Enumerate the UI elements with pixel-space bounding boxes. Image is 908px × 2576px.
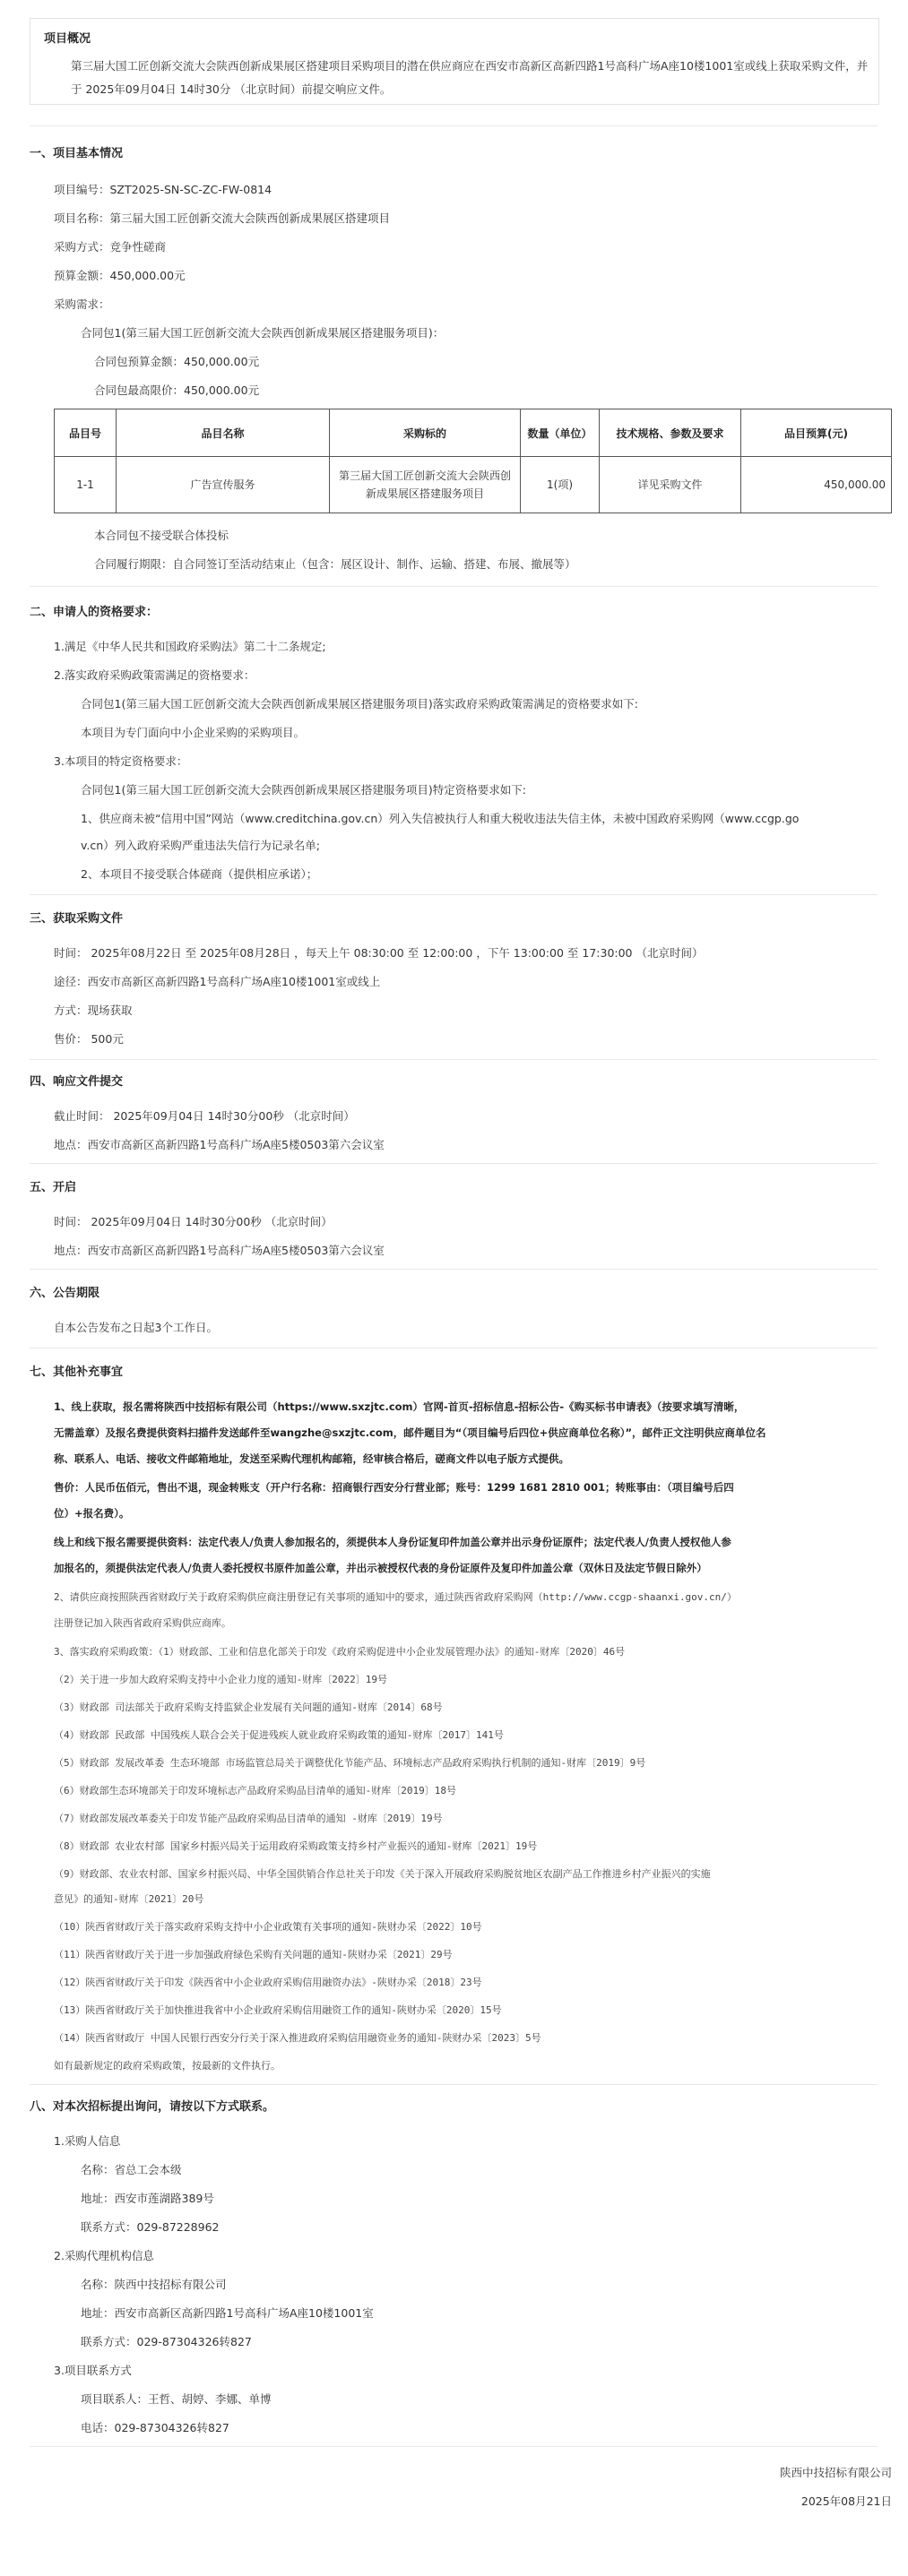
obtain-place: 途径：西安市高新区高新四路1号高科广场A座10楼1001室或线上 [54,975,381,988]
section-7-heading: 七、其他补充事宜 [30,1366,124,1379]
no-union-note: 本合同包不接受联合体投标 [94,529,229,542]
budget-amount: 预算金额：450,000.00元 [54,269,186,282]
footer-organization: 陕西中技招标有限公司 [779,2466,892,2479]
contract-package: 合同包1(第三届大国工匠创新交流大会陕西创新成果展区搭建服务项目)： [81,326,445,340]
project-contact-phone: 电话：029-87304326转827 [81,2421,229,2434]
section-4-heading: 四、响应文件提交 [30,1075,124,1089]
policy-11: （11）陕西省财政厅关于进一步加强政府绿色采购有关问题的通知-陕财办采〔2021〕29号 [54,1949,453,1960]
agency-phone: 联系方式：029-87304326转827 [81,2335,252,2348]
online-purchase-a: 1、线上获取，报名需将陕西中技招标有限公司（https://www.sxzjtc.com）官网-首页-招标信息-招标公告-《购买标书申请表》（按要求填写清晰， [54,1400,745,1413]
col-header-quantity: 数量（单位） [521,409,600,457]
purchaser-info-title: 1.采购人信息 [54,2134,121,2148]
policy-2: （2）关于进一步加大政府采购支持中小企业力度的通知-财库〔2022〕19号 [54,1674,387,1685]
policy-14: （14）陕西省财政厅 中国人民银行西安分行关于深入推进政府采购信用融资业务的通知-陕财办采〔2023〕5号 [54,2032,541,2044]
procurement-items-table [54,409,892,513]
divider [30,1163,878,1164]
cell-spec: 详见采购文件 [600,457,741,513]
overview-title: 项目概况 [44,32,91,46]
cell-quantity: 1(项) [521,457,600,513]
table-row [55,457,892,513]
section-3-heading: 三、获取采购文件 [30,912,124,926]
agency-info-title: 2.采购代理机构信息 [54,2249,154,2262]
divider [30,586,878,587]
requirement-3: 3.本项目的特定资格要求： [54,754,188,768]
cell-target: 第三届大国工匠创新交流大会陕西创新成果展区搭建服务项目 [330,457,521,513]
divider [30,1059,878,1060]
requirement-3-credit-b: v.cn）列入政府采购严重违法失信行为记录名单; [81,839,320,852]
section-1-heading: 一、项目基本情况 [30,147,124,160]
policy-5: （5）财政部 发展改革委 生态环境部 市场监管总局关于调整优化节能产品、环境标志产品政府采购执行机制的通知-财库〔2019〕9号 [54,1757,646,1769]
purchaser-phone: 联系方式：029-87228962 [81,2220,220,2234]
purchaser-name: 名称：省总工会本级 [81,2163,182,2176]
supplier-registration-a: 2、请供应商按照陕西省财政厅关于政府采购供应商注册登记有关事项的通知中的要求，通过陕西省政府采购网（http://www.ccgp-shaanxi.gov.cn/） [54,1591,737,1603]
policy-3: （3）财政部 司法部关于政府采购支持监狱企业发展有关问题的通知-财库〔2014〕68号 [54,1702,443,1713]
col-header-target: 采购标的 [330,409,521,457]
registration-docs-b: 加报名的，须提供法定代表人/负责人委托授权书原件加盖公章，并出示被授权代表的身份证原件及复印件加盖公章（双休日及法定节假日除外） [54,1562,707,1574]
cell-item-no: 1-1 [55,457,117,513]
policy-9-a: （9）财政部、农业农村部、国家乡村振兴局、中华全国供销合作总社关于印发《关于深入开展政府采购脱贫地区农副产品工作推进乡村产业振兴的实施 [54,1868,711,1880]
col-header-spec: 技术规格、参数及要求 [600,409,741,457]
project-number: 项目编号：SZT2025-SN-SC-ZC-FW-0814 [54,183,272,196]
requirement-3-detail: 合同包1(第三届大国工匠创新交流大会陕西创新成果展区搭建服务项目)特定资格要求如下: [81,783,526,797]
requirement-3-no-union: 2、本项目不接受联合体磋商（提供相应承诺）； [81,867,318,881]
notice-period: 自本公告发布之日起3个工作日。 [54,1321,218,1334]
procurement-method: 采购方式：竞争性磋商 [54,240,167,254]
policy-13: （13）陕西省财政厅关于加快推进我省中小企业政府采购信用融资工作的通知-陕财办采〔2020〕15号 [54,2004,502,2016]
col-header-item-budget: 品目预算(元) [741,409,892,457]
overview-box [30,18,879,105]
col-header-item-name: 品目名称 [117,409,330,457]
document-price: 售价： 500元 [54,1032,124,1046]
policy-10: （10）陕西省财政厅关于落实政府采购支持中小企业政策有关事项的通知-陕财办采〔2022〕10号 [54,1921,482,1933]
payment-b: 位）+报名费）。 [54,1507,130,1520]
policy-4: （4）财政部 民政部 中国残疾人联合会关于促进残疾人就业政府采购政策的通知-财库〔2017〕141号 [54,1729,504,1741]
submit-place: 地点：西安市高新区高新四路1号高科广场A座5楼0503第六会议室 [54,1138,385,1151]
project-name: 项目名称：第三届大国工匠创新交流大会陕西创新成果展区搭建项目 [54,211,391,225]
purchaser-address: 地址：西安市莲湖路389号 [81,2192,214,2205]
policy-12: （12）陕西省财政厅关于印发《陕西省中小企业政府采购信用融资办法》-陕财办采〔2018〕23号 [54,1977,482,1988]
divider [30,2446,878,2447]
section-2-heading: 二、申请人的资格要求： [30,606,159,619]
procurement-demand: 采购需求： [54,297,110,311]
registration-docs-a: 线上和线下报名需要提供资料：法定代表人/负责人参加报名的，须提供本人身份证复印件加盖公章并出示身份证原件；法定代表人/负责人授权他人参 [54,1536,731,1548]
project-contact-title: 3.项目联系方式 [54,2364,132,2377]
submit-deadline: 截止时间： 2025年09月04日 14时30分00秒 （北京时间） [54,1109,355,1123]
package-budget: 合同包预算金额：450,000.00元 [94,355,260,368]
divider [30,1269,878,1270]
policy-6: （6）财政部生态环境部关于印发环境标志产品政府采购品目清单的通知-财库〔2019〕18号 [54,1785,456,1796]
online-purchase-b: 无需盖章）及报名费提供资料扫描件发送邮件至wangzhe@sxzjtc.com，邮件题目为“（项目编号后四位+供应商单位名称）”，邮件正文注明供应商单位名 [54,1426,766,1439]
cell-item-budget: 450,000.00 [741,457,892,513]
obtain-time: 时间： 2025年08月22日 至 2025年08月28日 ，每天上午 08:30:00 至 12:00:00 ，下午 13:00:00 至 17:30:00 （北京时间） [54,946,704,960]
divider [30,125,878,126]
requirement-1: 1.满足《中华人民共和国政府采购法》第二十二条规定; [54,640,326,653]
supplier-registration-b: 注册登记加入陕西省政府采购供应商库。 [54,1617,231,1629]
opening-place: 地点：西安市高新区高新四路1号高科广场A座5楼0503第六会议室 [54,1244,385,1257]
agency-name: 名称：陕西中技招标有限公司 [81,2278,227,2291]
payment-a: 售价：人民币伍佰元，售出不退，现金转账支（开户行名称：招商银行西安分行营业部；账号：1299 1681 2810 001；转账事由：（项目编号后四 [54,1481,734,1494]
obtain-way: 方式：现场获取 [54,1004,133,1017]
requirement-2-detail: 合同包1(第三届大国工匠创新交流大会陕西创新成果展区搭建服务项目)落实政府采购政策需满足的资格要求如下: [81,697,638,711]
col-header-item-no: 品目号 [55,409,117,457]
policy-9-b: 意见》的通知-财库〔2021〕20号 [54,1893,204,1905]
requirement-3-credit-a: 1、供应商未被“信用中国”网站（www.creditchina.gov.cn）列入失信被执行人和重大税收违法失信主体，未被中国政府采购网（www.ccgp.go [81,812,800,825]
policy-tail: 如有最新规定的政府采购政策，按最新的文件执行。 [54,2060,281,2072]
divider [30,2084,878,2085]
agency-address: 地址：西安市高新区高新四路1号高科广场A座10楼1001室 [81,2306,374,2320]
section-6-heading: 六、公告期限 [30,1287,100,1300]
section-8-heading: 八、对本次招标提出询问，请按以下方式联系。 [30,2100,275,2114]
policy-8: （8）财政部 农业农村部 国家乡村振兴局关于运用政府采购政策支持乡村产业振兴的通知-财库〔2021〕19号 [54,1840,538,1852]
table-header-row [55,409,892,457]
cell-item-name: 广告宣传服务 [117,457,330,513]
requirement-2: 2.落实政府采购政策需满足的资格要求： [54,668,255,682]
divider [30,894,878,895]
section-5-heading: 五、开启 [30,1181,77,1194]
contract-period: 合同履行期限：自合同签订至活动结束止（包含：展区设计、制作、运输、搭建、布展、撤展等） [94,557,576,571]
project-contacts: 项目联系人：王哲、胡婷、李娜、单博 [81,2392,272,2406]
policy-7: （7）财政部发展改革委关于印发节能产品政府采购品目清单的通知 -财库〔2019〕19号 [54,1813,443,1824]
opening-time: 时间： 2025年09月04日 14时30分00秒 （北京时间） [54,1215,333,1228]
policy-1: 3、落实政府采购政策：（1）财政部、工业和信息化部关于印发《政府采购促进中小企业发展管理办法》的通知-财库〔2020〕46号 [54,1646,626,1658]
footer-date: 2025年08月21日 [800,2494,892,2508]
package-max-price: 合同包最高限价：450,000.00元 [94,383,260,397]
requirement-2-sme: 本项目为专门面向中小企业采购的采购项目。 [81,726,306,739]
online-purchase-c: 称、联系人、电话、接收文件邮箱地址，发送至采购代理机构邮箱，经审核合格后，磋商文件以电子版方式提供。 [54,1452,569,1465]
overview-text: 第三届大国工匠创新交流大会陕西创新成果展区搭建项目采购项目的潜在供应商应在西安市高新区高新四路1号高科广场A座10楼1001室或线上获取采购文件，并于 2025年09月04日 14时30分 （北京时间）前提交响应文件。 [71,59,869,96]
